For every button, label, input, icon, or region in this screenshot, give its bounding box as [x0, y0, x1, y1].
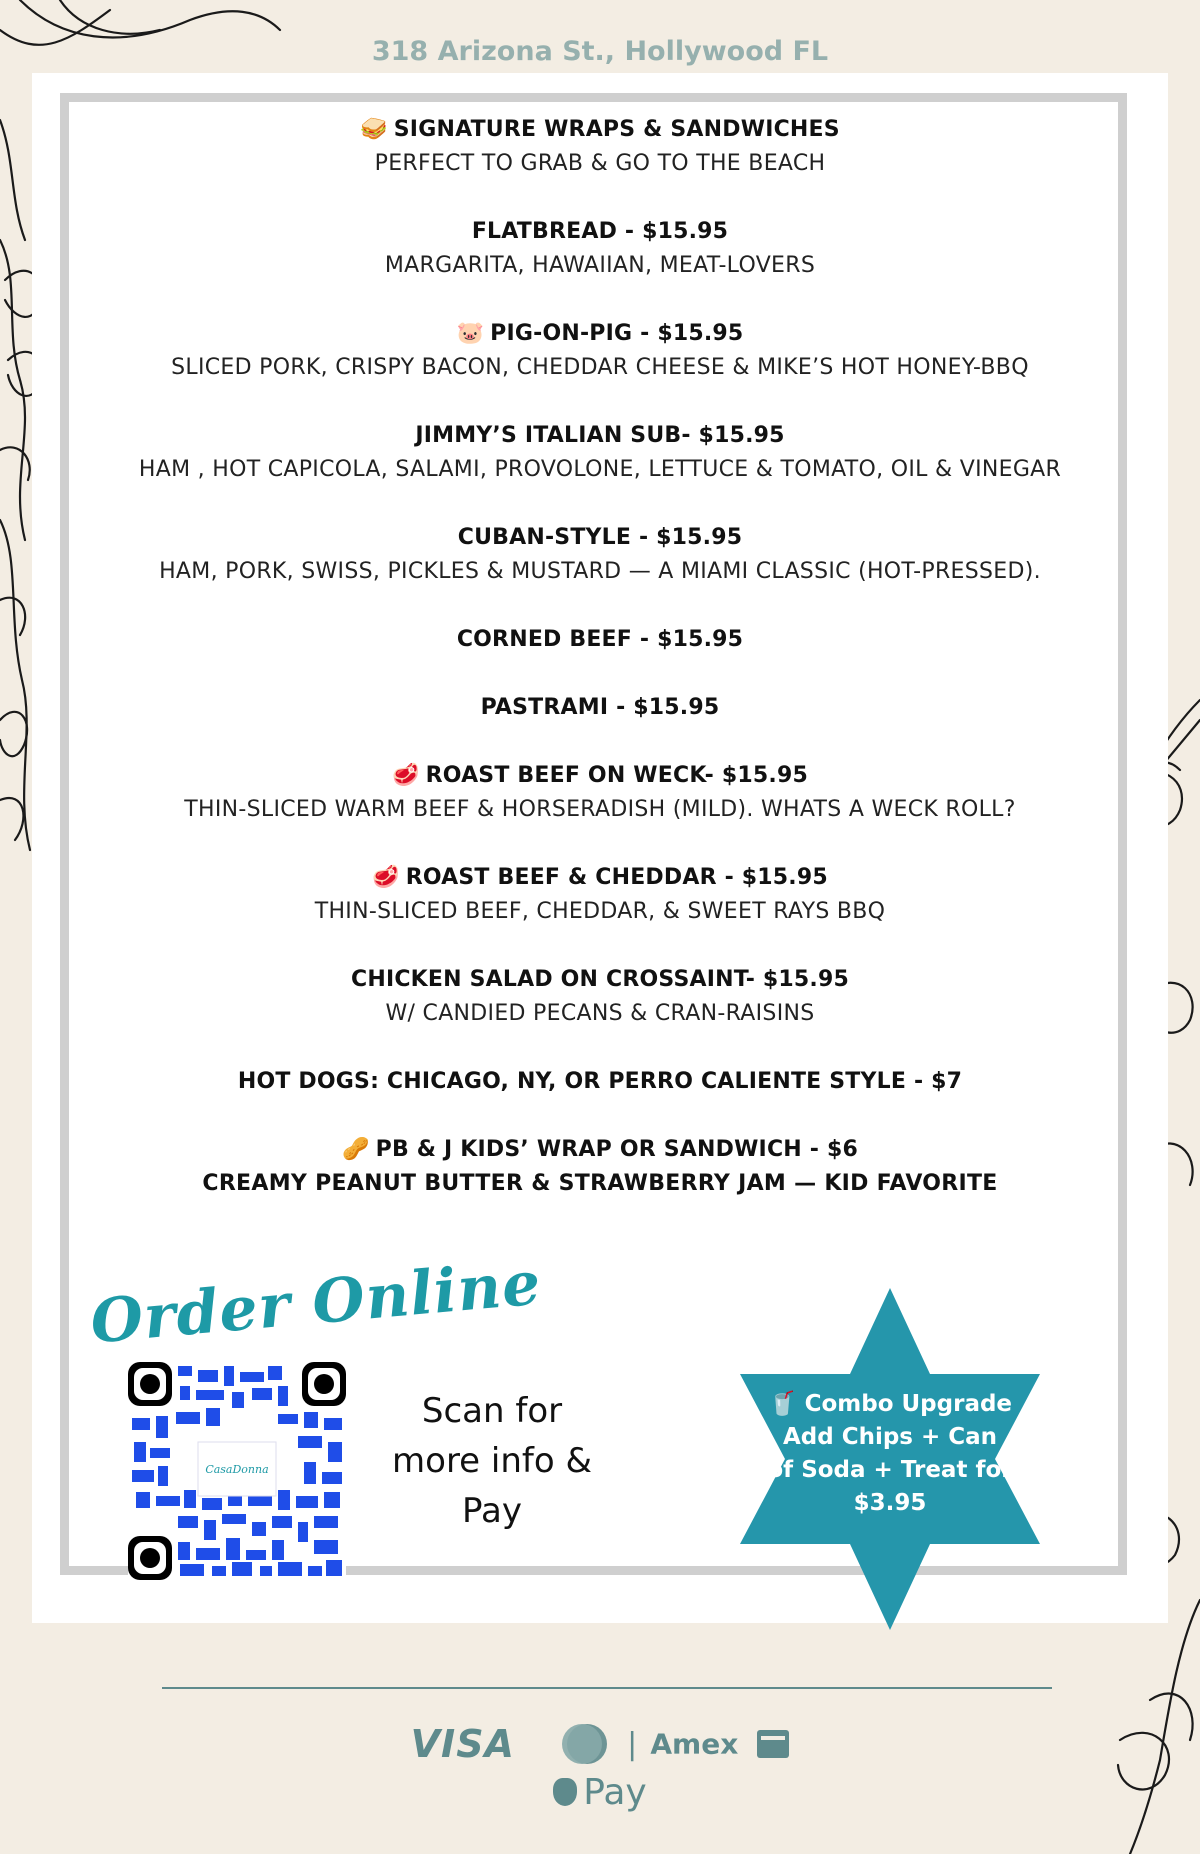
- menu-item: [32, 1133, 1168, 1201]
- order-online-title: Order Online: [87, 1248, 544, 1358]
- menu-item: [32, 963, 1168, 1031]
- combo-line-3: of Soda + Treat for: [767, 1457, 1013, 1483]
- menu-item-description: HAM, PORK, SWISS, PICKLES & MUSTARD — A MIAMI CLASSIC (HOT-PRESSED).: [159, 559, 1041, 584]
- menu-card: [32, 73, 1168, 1623]
- menu-item-name: CHICKEN SALAD ON CROSSAINT- $15.95: [350, 967, 850, 992]
- combo-price: $3.95: [853, 1490, 927, 1516]
- menu-item-name: JIMMY’S ITALIAN SUB- $15.95: [415, 423, 785, 448]
- menu-item: [32, 759, 1168, 827]
- menu-list: [32, 113, 1168, 1235]
- menu-item-name: PASTRAMI - $15.95: [480, 695, 720, 720]
- menu-item-description: THIN-SLICED WARM BEEF & HORSERADISH (MILD). WHATS A WECK ROLL?: [184, 797, 1016, 822]
- menu-item-description: HAM , HOT CAPICOLA, SALAMI, PROVOLONE, LETTUCE & TOMATO, OIL & VINEGAR: [138, 457, 1062, 482]
- menu-item-description: THIN-SLICED BEEF, CHEDDAR, & SWEET RAYS BBQ: [314, 899, 886, 924]
- apple-icon: [553, 1778, 577, 1806]
- restaurant-address: 318 Arizona St., Hollywood FL: [371, 36, 829, 67]
- apple-pay-label: Pay: [583, 1772, 647, 1813]
- pig-icon: 🐷: [456, 321, 485, 346]
- sandwich-icon: 🥪: [360, 117, 388, 142]
- menu-item: [32, 215, 1168, 283]
- payment-methods: [0, 1722, 1200, 1766]
- menu-item-name: ROAST BEEF & CHEDDAR - $15.95: [405, 865, 828, 890]
- menu-item-name: HOT DOGS: CHICAGO, NY, OR PERRO CALIENTE STYLE - $7: [237, 1069, 963, 1094]
- credit-card-icon: [757, 1730, 789, 1758]
- visa-logo: VISA: [410, 1722, 515, 1766]
- qr-code[interactable]: [128, 1362, 346, 1580]
- menu-item-name: SIGNATURE WRAPS & SANDWICHES: [393, 117, 840, 142]
- menu-item-name: ROAST BEEF ON WECK- $15.95: [425, 763, 808, 788]
- mastercard-icon: [530, 1724, 604, 1764]
- menu-item: [32, 861, 1168, 929]
- menu-item: [32, 1065, 1168, 1099]
- menu-item: [32, 691, 1168, 725]
- combo-line-1: 🥤 Combo Upgrade: [767, 1391, 1013, 1417]
- menu-item-description: CREAMY PEANUT BUTTER & STRAWBERRY JAM — KID FAVORITE: [202, 1171, 998, 1196]
- amex-logo: Amex: [650, 1727, 739, 1761]
- menu-item-description: PERFECT TO GRAB & GO TO THE BEACH: [374, 151, 826, 176]
- menu-item-name: CORNED BEEF - $15.95: [456, 627, 744, 652]
- menu-item: [32, 113, 1168, 181]
- steak-icon: 🥩: [392, 763, 420, 788]
- menu-item-name: PB & J KIDS’ WRAP OR SANDWICH - $6: [375, 1137, 858, 1162]
- qr-logo-text: CasaDonna: [205, 1463, 269, 1476]
- scan-instructions: Scan for more info & Pay: [392, 1391, 592, 1531]
- menu-item-name: FLATBREAD - $15.95: [471, 219, 729, 244]
- combo-upgrade-text: [760, 1388, 1020, 1520]
- menu-item-name: CUBAN-STYLE - $15.95: [457, 525, 743, 550]
- apple-pay-logo: [0, 1772, 1200, 1813]
- combo-line-2: Add Chips + Can: [782, 1424, 998, 1450]
- payment-separator: |: [627, 1726, 638, 1762]
- steak-icon: 🥩: [372, 865, 400, 890]
- menu-item-description: SLICED PORK, CRISPY BACON, CHEDDAR CHEESE & MIKE’S HOT HONEY-BBQ: [171, 355, 1029, 380]
- menu-item-description: W/ CANDIED PECANS & CRAN-RAISINS: [385, 1001, 815, 1026]
- menu-item: [32, 521, 1168, 589]
- menu-item-name: PIG-ON-PIG - $15.95: [490, 321, 744, 346]
- footer-divider: [162, 1687, 1052, 1689]
- menu-item: [32, 419, 1168, 487]
- menu-item: [32, 623, 1168, 657]
- peanut-icon: 🥜: [342, 1137, 370, 1162]
- menu-item-description: MARGARITA, HAWAIIAN, MEAT-LOVERS: [384, 253, 816, 278]
- menu-item: [32, 317, 1168, 385]
